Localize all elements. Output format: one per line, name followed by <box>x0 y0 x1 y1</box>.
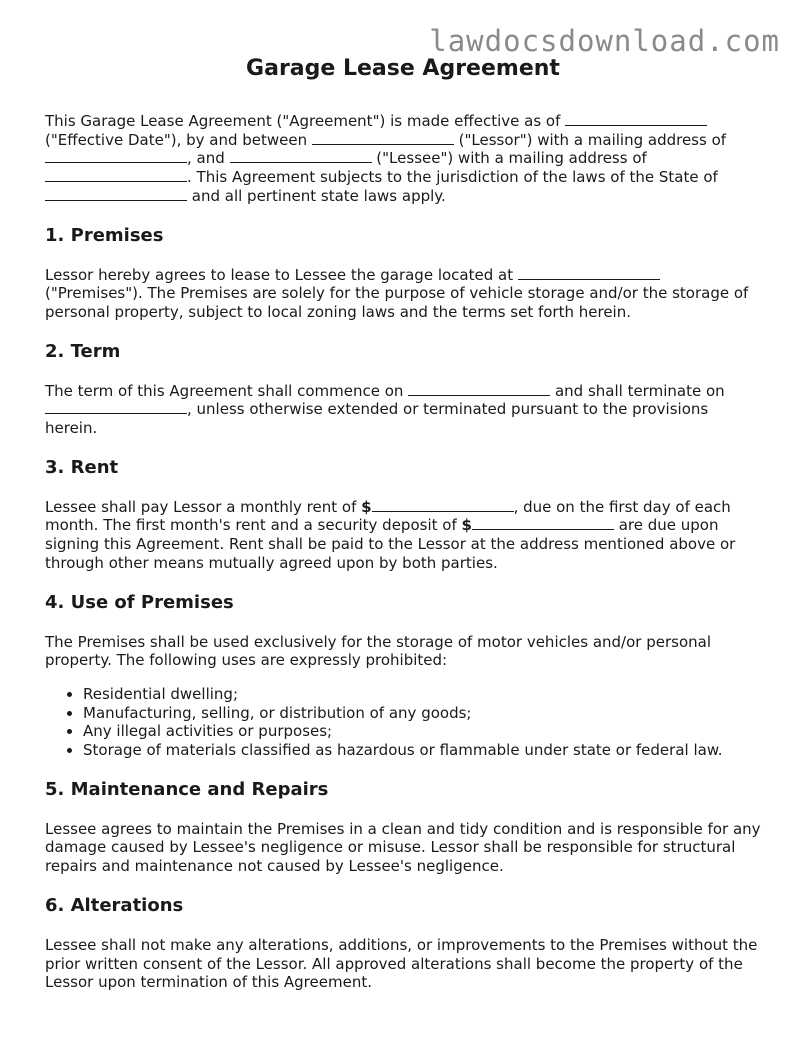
lessor-name-blank[interactable] <box>312 131 454 145</box>
document-page <box>45 56 761 992</box>
lessee-name-blank[interactable] <box>230 149 372 163</box>
intro-text-5: ("Lessee") with a mailing address of <box>371 149 647 168</box>
use-heading: 4. Use of Premises <box>45 591 234 613</box>
use-paragraph: The Premises shall be used exclusively for the storage of motor vehicles and/or personal property. The following uses are expressly prohibited: <box>45 632 711 670</box>
start-date-blank[interactable] <box>408 382 550 396</box>
rent-text-3: are due upon signing this Agreement. Rent shall be paid to the Lessor at the address mentioned above or through other means mutually agreed upon by both parties. <box>45 516 736 572</box>
term-text-2: and shall terminate on <box>550 381 725 400</box>
list-item: • Any illegal activities or purposes; <box>83 722 761 741</box>
intro-text-4: , and <box>187 149 230 168</box>
premises-paragraph <box>45 266 761 322</box>
monthly-rent-blank[interactable] <box>372 498 514 512</box>
intro-text-6: . This Agreement subjects to the jurisdiction of the laws of the State of <box>187 168 718 187</box>
maintenance-heading: 5. Maintenance and Repairs <box>45 778 329 800</box>
list-item: • Manufacturing, selling, or distribution of any goods; <box>83 704 761 723</box>
premises-heading: 1. Premises <box>45 224 164 246</box>
lessee-address-blank[interactable] <box>45 168 187 182</box>
rent-heading: 3. Rent <box>45 456 119 478</box>
rent-paragraph <box>45 498 761 573</box>
security-deposit-blank[interactable] <box>472 516 614 530</box>
list-item: • Residential dwelling; <box>83 685 761 704</box>
document-title: Garage Lease Agreement <box>246 56 560 81</box>
premises-text-1: Lessor hereby agrees to lease to Lessee the garage located at <box>45 265 518 284</box>
intro-text-7: and all pertinent state laws apply. <box>187 186 446 205</box>
intro-paragraph <box>45 112 761 206</box>
rent-text-2: , due on the first day of each month. The first month's rent and a security deposit of <box>45 497 731 535</box>
alterations-heading: 6. Alterations <box>45 894 184 916</box>
rent-text-1: Lessee shall pay Lessor a monthly rent of <box>45 497 362 516</box>
lessor-address-blank[interactable] <box>45 149 187 163</box>
list-item: • Storage of materials classified as hazardous or flammable under state or federal law. <box>83 741 761 760</box>
effective-date-blank[interactable] <box>565 112 707 126</box>
intro-text-3: ("Lessor") with a mailing address of <box>453 130 727 149</box>
intro-text-2: ("Effective Date"), by and between <box>45 130 312 149</box>
dollar-sign: $ <box>461 516 472 535</box>
term-paragraph <box>45 382 761 438</box>
prohibited-uses-list <box>45 685 761 760</box>
term-heading: 2. Term <box>45 340 121 362</box>
intro-text-1: This Garage Lease Agreement ("Agreement") is made effective as of <box>45 112 566 130</box>
alterations-paragraph: Lessee shall not make any alterations, additions, or improvements to the Premises without the prior written consent of the Lessor. All approved alterations shall become the property of the Lessor upon termination of this Agreement. <box>45 935 758 992</box>
premises-text-2: ("Premises"). The Premises are solely for the purpose of vehicle storage and/or the storage of personal property, subject to local zoning laws and the terms set forth herein. <box>45 284 749 321</box>
term-text-1: The term of this Agreement shall commence on <box>45 381 409 400</box>
garage-location-blank[interactable] <box>518 266 660 280</box>
site-watermark: lawdocsdownload.com <box>429 24 780 58</box>
state-blank[interactable] <box>45 187 187 201</box>
maintenance-paragraph: Lessee agrees to maintain the Premises in a clean and tidy condition and is responsible for any damage caused by Lessee's negligence or misuse. Lessor shall be responsible for structural repairs and maintenance not caused by Lessee's negligence. <box>45 819 761 876</box>
end-date-blank[interactable] <box>45 400 187 414</box>
dollar-sign: $ <box>361 497 372 516</box>
term-text-3: , unless otherwise extended or terminated pursuant to the provisions herein. <box>45 400 709 438</box>
